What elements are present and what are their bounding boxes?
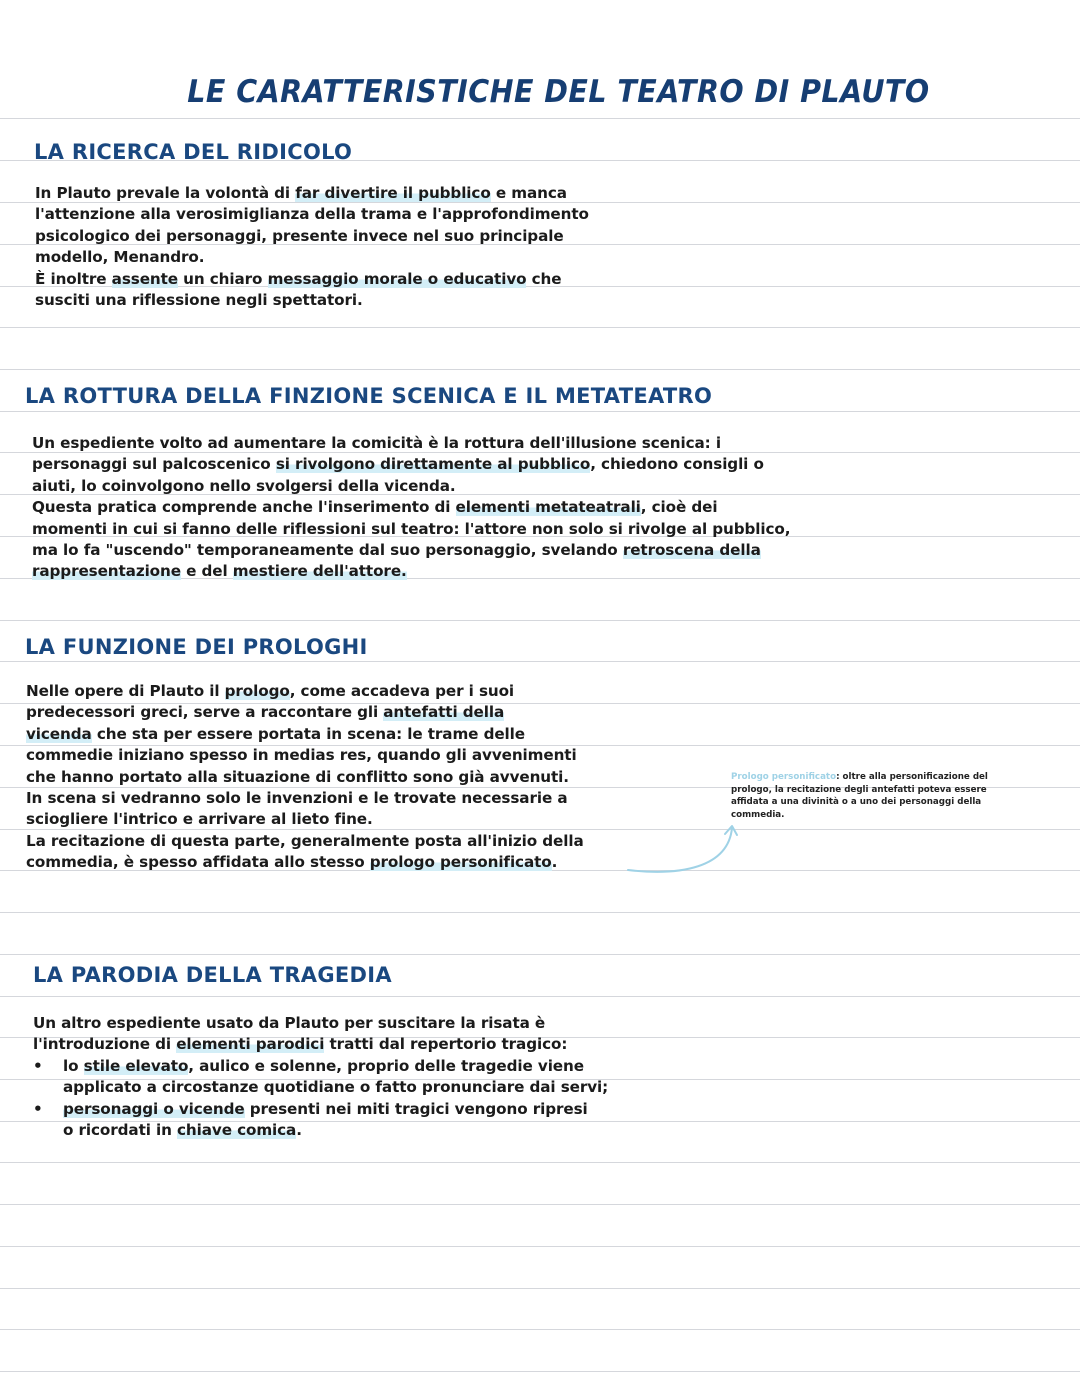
highlighted-text: rappresentazione (32, 562, 181, 581)
list-item (33, 1099, 693, 1142)
text-line (32, 476, 872, 497)
text-segment: l'attenzione alla verosimiglianza della trama e l'approfondimento (35, 205, 589, 224)
highlighted-text: retroscena della (622, 541, 761, 560)
text-segment: lo (63, 1056, 84, 1075)
bullet-icon: • (33, 1056, 43, 1075)
text-segment: e del (180, 562, 233, 581)
heading-parodia-tragedia: LA PARODIA DELLA TRAGEDIA (33, 963, 392, 987)
page-title: LE CARATTERISTICHE DEL TEATRO DI PLAUTO (187, 74, 930, 110)
highlighted-text: assente (111, 269, 178, 288)
paragraph-ricerca-ridicolo (35, 183, 675, 311)
text-segment: In scena si vedranno solo le invenzioni e le trovate necessarie a (26, 789, 568, 808)
text-line (26, 681, 666, 702)
bullet-icon: • (33, 1099, 43, 1118)
highlighted-text: messaggio morale o educativo (267, 269, 527, 288)
ruled-line (0, 620, 1080, 621)
highlighted-text: mestiere dell'attore. (232, 562, 407, 581)
ruled-line (0, 1329, 1080, 1330)
text-line (26, 809, 666, 830)
list-item (33, 1056, 693, 1099)
highlighted-text: elementi metateatrali (455, 498, 641, 517)
text-line (26, 767, 666, 788)
ruled-line (0, 327, 1080, 328)
heading-rottura-finzione: LA ROTTURA DELLA FINZIONE SCENICA E IL METATEATRO (25, 384, 713, 408)
text-line (33, 1034, 693, 1055)
highlighted-text: elementi parodici (176, 1035, 325, 1054)
paragraph-rottura-finzione (32, 433, 872, 583)
ruled-line (0, 118, 1080, 119)
text-segment: che sta per essere portata in scena: le trame delle (91, 724, 525, 743)
bullet-list (33, 1056, 693, 1142)
text-line (63, 1077, 693, 1098)
text-line (35, 204, 675, 225)
text-segment: È inoltre (35, 269, 112, 288)
side-note-term: Prologo personificato (731, 772, 837, 782)
text-line (26, 788, 666, 809)
highlighted-text: si rivolgono direttamente al pubblico (275, 455, 591, 474)
text-segment: commedia, è spesso affidata allo stesso (26, 853, 370, 872)
text-segment: o ricordati in (63, 1121, 178, 1140)
text-segment: Nelle opere di Plauto il (26, 682, 225, 700)
text-segment: , come accadeva per i suoi (289, 682, 515, 700)
text-segment: Questa pratica comprende anche l'inserimento di (32, 498, 456, 517)
ruled-line (0, 1371, 1080, 1372)
curved-arrow-icon (620, 818, 750, 880)
ruled-line (0, 1204, 1080, 1205)
highlighted-text: far divertire il pubblico (295, 184, 491, 202)
text-segment: Un espediente volto ad aumentare la comicità è la rottura dell'illusione scenica: i (32, 434, 721, 452)
ruled-line (0, 369, 1080, 370)
text-segment: La recitazione di questa parte, generalmente posta all'inizio della (26, 831, 584, 850)
text-line (35, 226, 675, 247)
text-line (26, 831, 666, 852)
text-segment: susciti una riflessione negli spettatori. (35, 291, 363, 310)
ruled-line (0, 661, 1080, 662)
text-segment: predecessori greci, serve a raccontare gli (26, 703, 384, 722)
text-segment: momenti in cui si fanno delle riflessioni sul teatro: l'attore non solo si rivolge al pubblico, (32, 519, 791, 538)
text-line (63, 1120, 693, 1141)
side-note-text: : oltre alla personificazione del prologo, la recitazione degli antefatti poteva essere affidata a una divinità o a uno dei personaggi della commedia. (731, 772, 988, 820)
text-line (26, 702, 666, 723)
ruled-line (0, 1162, 1080, 1163)
text-segment: ma lo fa "uscendo" temporaneamente dal suo personaggio, svelando (32, 541, 623, 560)
text-segment: , aulico e solenne, proprio delle tragedie viene (188, 1056, 584, 1075)
ruled-line (0, 996, 1080, 997)
text-line (26, 852, 666, 873)
text-segment: , cioè dei (640, 498, 718, 517)
ruled-line (0, 411, 1080, 412)
text-segment: e manca (490, 184, 567, 202)
ruled-line (0, 954, 1080, 955)
highlighted-text: chiave comica (177, 1121, 297, 1140)
side-note-prologo (731, 771, 1016, 821)
text-line (26, 724, 666, 745)
text-line (33, 1013, 693, 1034)
highlighted-text: stile elevato (83, 1056, 189, 1075)
text-line (26, 745, 666, 766)
text-segment: aiuti, lo coinvolgono nello svolgersi della vicenda. (32, 476, 456, 495)
text-segment: sciogliere l'intrico e arrivare al lieto fine. (26, 810, 373, 829)
heading-funzione-prologhi: LA FUNZIONE DEI PROLOGHI (25, 635, 368, 659)
highlighted-text: vicenda (26, 724, 92, 743)
text-line (32, 433, 872, 454)
highlighted-text: antefatti della (383, 703, 505, 722)
text-segment: . (551, 853, 558, 872)
text-segment: , chiedono consigli o (590, 455, 764, 474)
ruled-line (0, 1288, 1080, 1289)
text-line (63, 1056, 693, 1077)
text-segment: tratti dal repertorio tragico: (324, 1035, 568, 1054)
heading-ricerca-ridicolo: LA RICERCA DEL RIDICOLO (34, 140, 353, 164)
text-segment: Un altro espediente usato da Plauto per suscitare la risata è (33, 1014, 546, 1032)
text-line (35, 269, 675, 290)
paragraph-funzione-prologhi (26, 681, 666, 874)
text-segment: In Plauto prevale la volontà di (35, 184, 296, 202)
text-segment: commedie iniziano spesso in medias res, quando gli avvenimenti (26, 746, 577, 765)
text-line (35, 183, 675, 204)
ruled-line (0, 1246, 1080, 1247)
text-line (35, 247, 675, 268)
highlighted-text: personaggi o vicende (63, 1099, 245, 1118)
text-line (32, 561, 872, 582)
highlighted-text: prologo personificato (369, 853, 552, 872)
text-line (32, 540, 872, 561)
text-line (32, 519, 872, 540)
text-line (32, 497, 872, 518)
highlighted-text: prologo (224, 682, 290, 700)
text-segment: un chiaro (177, 269, 268, 288)
ruled-line (0, 912, 1080, 913)
text-segment: modello, Menandro. (35, 248, 205, 267)
text-line (63, 1099, 693, 1120)
text-segment: che (526, 269, 562, 288)
text-segment: psicologico dei personaggi, presente invece nel suo principale (35, 226, 564, 245)
text-segment: applicato a circostanze quotidiane o fatto pronunciare dai servi; (63, 1078, 609, 1097)
text-segment: che hanno portato alla situazione di conflitto sono già avvenuti. (26, 767, 569, 786)
text-segment: presenti nei miti tragici vengono ripresi (244, 1099, 588, 1118)
text-line (35, 290, 675, 311)
text-segment: . (296, 1121, 302, 1140)
text-segment: l'introduzione di (33, 1035, 177, 1054)
paragraph-parodia-tragedia (33, 1013, 693, 1141)
text-segment: personaggi sul palcoscenico (32, 455, 276, 474)
text-line (32, 454, 872, 475)
